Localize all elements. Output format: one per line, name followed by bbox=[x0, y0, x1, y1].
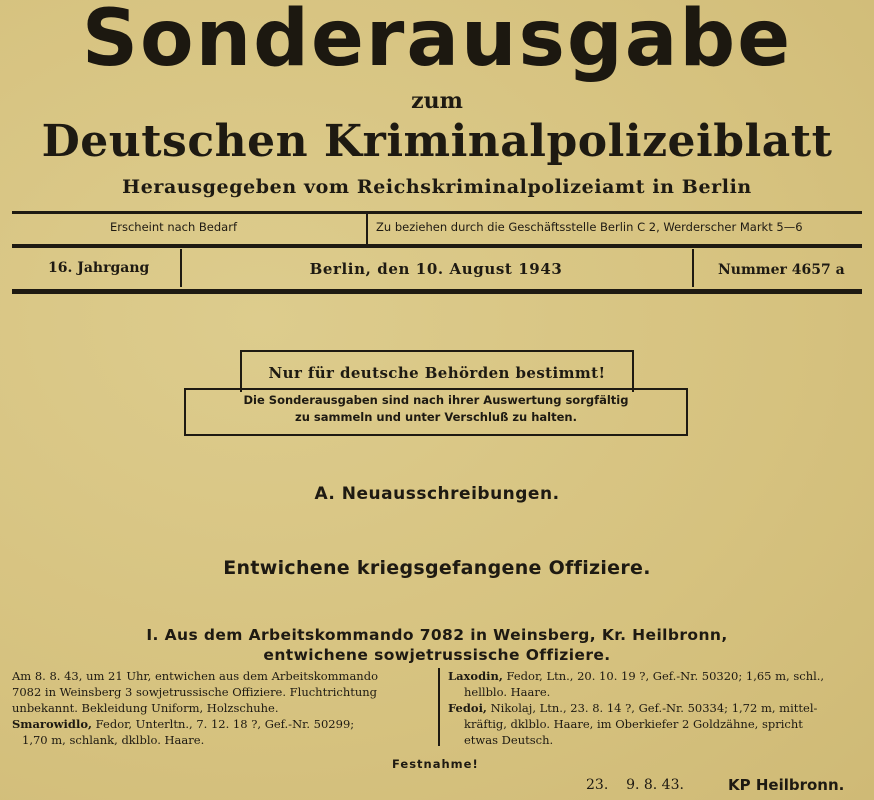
section-a-heading: A. Neuausschreibungen. bbox=[314, 484, 560, 504]
topic-heading: Entwichene kriegsgefangene Offiziere. bbox=[223, 557, 651, 579]
festnahme-label: Festnahme! bbox=[392, 757, 479, 771]
person-details: Fedor, Ltn., 20. 10. 19 ?, Gef.-Nr. 50320; 1,65 m, schl., bbox=[502, 669, 825, 683]
divider bbox=[692, 249, 694, 287]
issue-number: Nummer 4657 a bbox=[718, 262, 845, 278]
notice-title: Nur für deutsche Behörden bestimmt! bbox=[268, 364, 606, 382]
left-line-2: 7082 in Weinsberg 3 sowjetrussische Offiziere. Fluchtrichtung bbox=[12, 685, 378, 699]
publisher-line: Herausgegeben vom Reichskriminalpolizeiamt in Berlin bbox=[122, 176, 752, 198]
appears-text: Erscheint nach Bedarf bbox=[110, 220, 238, 234]
notice-line-2: zu sammeln und unter Verschluß zu halten. bbox=[295, 410, 577, 424]
right-line-1 bbox=[448, 668, 868, 684]
place-date: Berlin, den 10. August 1943 bbox=[309, 260, 563, 278]
left-line-4 bbox=[12, 716, 430, 732]
person-details: Fedor, Unterltn., 7. 12. 18 ?, Gef.-Nr. 50299; bbox=[92, 717, 355, 731]
right-line-2: hellblo. Haare. bbox=[464, 685, 551, 699]
right-line-3 bbox=[448, 700, 868, 716]
subsection-heading-1: I. Aus dem Arbeitskommando 7082 in Weinsberg, Kr. Heilbronn, bbox=[146, 626, 728, 644]
notice-line-1: Die Sonderausgaben sind nach ihrer Auswertung sorgfältig bbox=[243, 393, 629, 407]
column-divider bbox=[438, 668, 440, 746]
masthead-subtitle: Deutschen Kriminalpolizeiblatt bbox=[41, 116, 833, 167]
police-office: KP Heilbronn. bbox=[728, 776, 845, 794]
left-line-5: 1,70 m, schlank, dklblo. Haare. bbox=[22, 733, 205, 747]
person-name: Fedoi, bbox=[448, 701, 487, 715]
rule-middle bbox=[12, 244, 862, 248]
masthead-zum: zum bbox=[411, 88, 463, 114]
person-name: Smarowidlo, bbox=[12, 717, 93, 731]
person-name: Laxodin, bbox=[448, 669, 503, 683]
divider bbox=[366, 214, 368, 244]
obtain-text: Zu beziehen durch die Geschäftsstelle Berlin C 2, Werderscher Markt 5—6 bbox=[376, 220, 803, 234]
left-column bbox=[12, 668, 430, 748]
right-line-4: kräftig, dklblo. Haare, im Oberkiefer 2 Goldzähne, spricht bbox=[464, 717, 803, 731]
right-column bbox=[448, 668, 868, 748]
left-line-3: unbekannt. Bekleidung Uniform, Holzschuhe. bbox=[12, 701, 279, 715]
masthead-title: Sonderausgabe bbox=[81, 0, 793, 84]
rule-top bbox=[12, 211, 862, 214]
volume-label: 16. Jahrgang bbox=[48, 260, 150, 276]
reference-date: 23. 9. 8. 43. bbox=[586, 777, 684, 793]
subsection-heading-2: entwichene sowjetrussische Offiziere. bbox=[263, 646, 611, 664]
right-line-5: etwas Deutsch. bbox=[464, 733, 554, 747]
rule-bottom bbox=[12, 289, 862, 294]
person-details: Nikolaj, Ltn., 23. 8. 14 ?, Gef.-Nr. 50334; 1,72 m, mittel- bbox=[486, 701, 818, 715]
left-line-1: Am 8. 8. 43, um 21 Uhr, entwichen aus dem Arbeitskommando bbox=[12, 669, 379, 683]
